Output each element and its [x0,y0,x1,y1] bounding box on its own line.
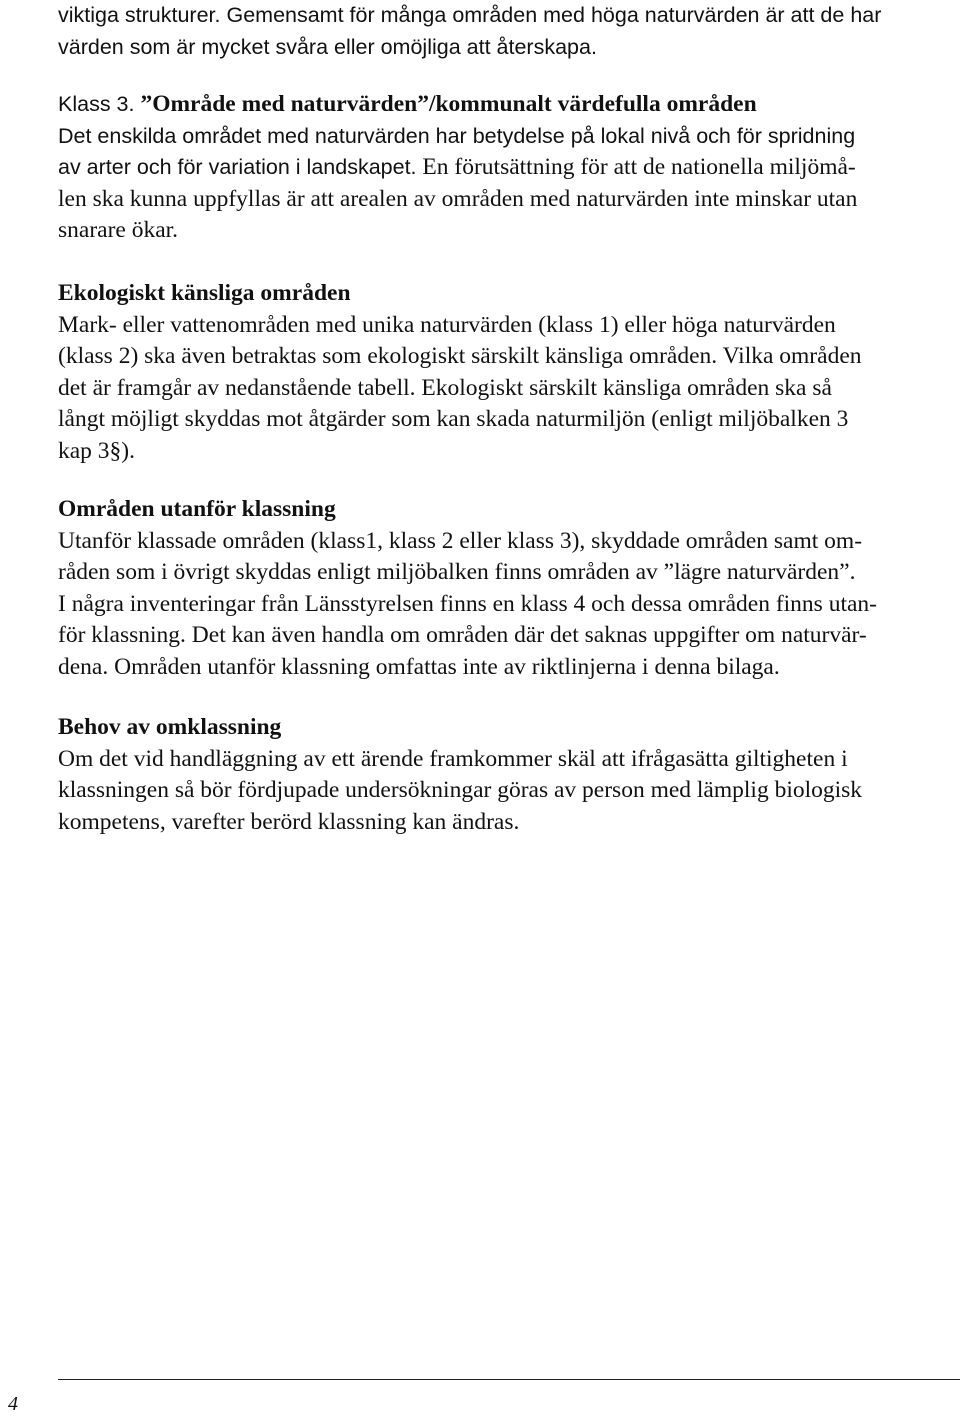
text-line: värden som är mycket svåra eller omöjliga att återskapa. [58,34,597,59]
text-fragment: av arter och för variation i landskapet. [58,155,417,179]
text-line-mixed [58,152,857,184]
text-line: len ska kunna uppfyllas är att arealen av områden med naturvärden inte minskar utan [58,185,858,212]
text-line: Mark- eller vattenområden med unika naturvärden (klass 1) eller höga naturvärden [58,311,836,338]
text-line: Utanför klassade områden (klass1, klass 2 eller klass 3), skyddade områden samt om- [58,527,863,554]
text-fragment: En förutsättning för att de nationella miljömå- [416,154,856,180]
page-number: 4 [8,1393,18,1415]
text-line: råden som i övrigt skyddas enligt miljöbalken finns områden av ”lägre naturvärden”. [58,559,856,585]
text-line: kompetens, varefter berörd klassning kan ändras. [58,808,520,835]
text-line: klassningen så bör fördjupade undersökningar göras av person med lämplig biologisk [58,777,863,803]
klass3-section [58,89,857,247]
utanfor-section [58,494,877,683]
klass3-label: Klass 3. [58,92,141,116]
text-line: Det enskilda området med naturvärden har betydelse på lokal nivå och för spridning [58,123,856,148]
text-line: det är framgår av nedanstående tabell. Ekologiskt särskilt känsliga områden ska så [58,374,832,401]
text-line: långt möjligt skyddas mot åtgärder som kan skada naturmiljön (enligt miljöbalken 3 [58,406,849,432]
text-line: I några inventeringar från Länsstyrelsen finns en klass 4 och dessa områden finns utan- [58,590,877,617]
section-heading: Ekologiskt känsliga områden [58,280,351,306]
section-heading: Behov av omklassning [58,714,282,740]
section-heading: Områden utanför klassning [58,496,336,522]
text-line: (klass 2) ska även betraktas som ekologiskt särskilt känsliga områden. Vilka områden [58,343,862,369]
text-line: dena. Områden utanför klassning omfattas inte av riktlinjerna i denna bilaga. [58,653,780,680]
text-line: Om det vid handläggning av ett ärende framkommer skäl att ifrågasätta giltigheten i [58,745,848,772]
footer-divider [58,1379,960,1380]
klass3-heading-line [58,89,857,121]
intro-paragraph [58,0,881,63]
ekologiskt-section [58,278,862,467]
klass3-heading: ”Område med naturvärden”/kommunalt värdefulla områden [140,91,757,117]
text-line: för klassning. Det kan även handla om områden där det saknas uppgifter om naturvär- [58,622,867,648]
text-line: viktiga strukturer. Gemensamt för många områden med höga naturvärden är att de har [58,3,882,27]
text-line: snarare ökar. [58,217,179,243]
text-line: kap 3§). [58,437,136,464]
omklassning-section [58,712,862,838]
